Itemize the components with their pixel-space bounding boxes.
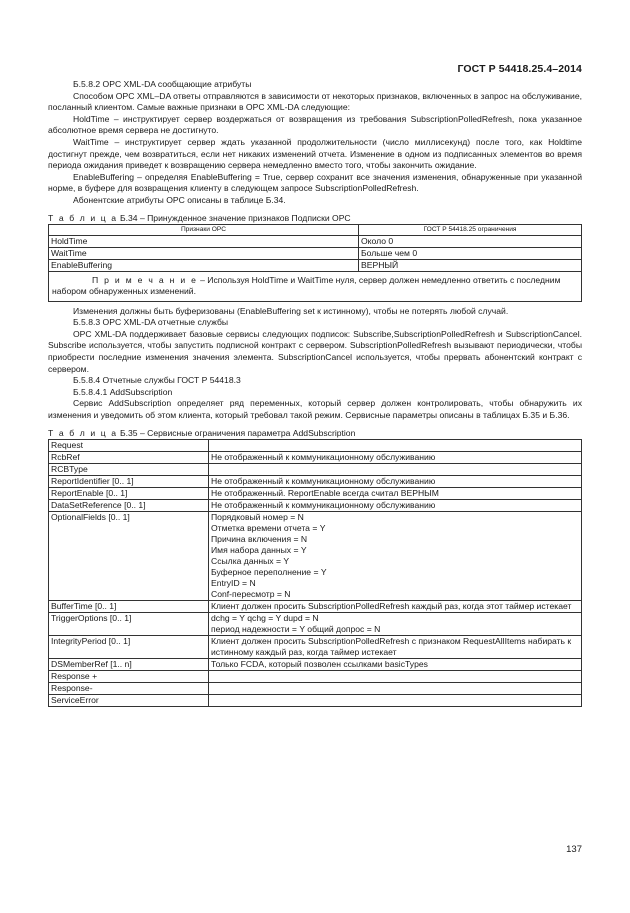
paragraph-enablebuffering: EnableBuffering – определяя EnableBuffering = True, сервер сохранит все значения изменения, обнаруженные при указанной норме, в буфере для возвращения клиенту в следующем запросе SubscriptionPolledRefresh.	[48, 171, 582, 194]
table-row	[49, 636, 582, 659]
param-name-cell: ReportIdentifier [0.. 1]	[49, 476, 209, 488]
constraint-line: Клиент должен просить SubscriptionPolledRefresh каждый раз, когда этот таймер истекает	[211, 601, 572, 612]
table-b34-caption-text: Б.34 – Принужденное значение признаков Подписки OPC	[119, 212, 351, 223]
param-name-cell: ReportEnable [0.. 1]	[49, 488, 209, 500]
table-header-cell: Признаки OPC	[49, 225, 359, 236]
table-row	[49, 476, 582, 488]
param-constraint-cell	[209, 671, 582, 683]
table-note-row	[49, 271, 582, 301]
param-name-cell: BufferTime [0.. 1]	[49, 601, 209, 613]
table-row	[49, 500, 582, 512]
table-row	[49, 695, 582, 707]
table-row	[49, 613, 582, 636]
constraint-line: Имя набора данных = Y	[211, 545, 307, 556]
table-b35-caption-text: Б.35 – Сервисные ограничения параметра AddSubscription	[119, 427, 356, 438]
param-constraint-cell	[209, 488, 582, 500]
constraint-line: Не отображенный к коммуникационному обслуживанию	[211, 476, 436, 487]
section-heading-b584: Б.5.8.4 Отчетные службы ГОСТ Р 54418.3	[73, 375, 241, 386]
param-constraint-cell	[209, 659, 582, 671]
constraint-line: EntryID = N	[211, 578, 256, 589]
param-constraint-cell	[209, 440, 582, 452]
param-constraint-cell	[209, 683, 582, 695]
table-b34	[48, 224, 582, 302]
table-row	[49, 488, 582, 500]
document-body	[48, 79, 582, 707]
table-row	[49, 512, 582, 601]
param-name-cell: Response +	[49, 671, 209, 683]
paragraph-intro: Способом OPC XML–DA ответы отправляются в зависимости от некоторых признаков, включенных в запрос на обслуживание, посланный клиентом. Самые важные признаки в OPC XML-DA следующие:	[48, 90, 582, 113]
param-constraint-cell	[209, 613, 582, 636]
param-constraint-cell	[209, 636, 582, 659]
constraint-line: Не отображенный к коммуникационному обслуживанию	[211, 452, 436, 463]
table-row	[49, 235, 582, 247]
param-constraint-cell	[209, 500, 582, 512]
constraint-line: Ссылка данных = Y	[211, 556, 290, 567]
table-row	[49, 440, 582, 452]
param-name-cell: ServiceError	[49, 695, 209, 707]
constraint-line: Только FCDA, который позволен ссылками basicTypes	[211, 659, 428, 670]
section-heading-b5841: Б.5.8.4.1 AddSubscription	[73, 386, 173, 397]
constraint-line: Conf-пересмотр = N	[211, 589, 291, 600]
constraint-line: Причина включения = N	[211, 534, 308, 545]
paragraph-attributes-ref: Абонентские атрибуты OPC описаны в таблице Б.34.	[73, 194, 286, 205]
param-name-cell: IntegrityPeriod [0.. 1]	[49, 636, 209, 659]
table-cell: WaitTime	[49, 247, 359, 259]
constraint-line: Порядковый номер = N	[211, 512, 304, 523]
param-constraint-cell	[209, 512, 582, 601]
param-name-cell: RcbRef	[49, 452, 209, 464]
paragraph-waittime: WaitTime – инструктирует сервер ждать указанной продолжительности (число миллисекунд) после того, как Holdtime достигнут прежде, чем возвратиться, если нет никаких изменений отчета. Изменение в одном из подписанных элементов во время периода ожидания приведет к возвращению сервера немедленно вместо того, чтобы закончить ожидание.	[48, 136, 582, 171]
param-name-cell: Request	[49, 440, 209, 452]
param-constraint-cell	[209, 452, 582, 464]
table-b35-caption-label: Т а б л и ц а	[48, 427, 118, 438]
param-name-cell: DataSetReference [0.. 1]	[49, 500, 209, 512]
table-b34-caption-label: Т а б л и ц а	[48, 212, 118, 223]
constraint-line: Буферное переполнение = Y	[211, 567, 327, 578]
section-heading-b582: Б.5.8.2 OPC XML-DA сообщающие атрибуты	[73, 79, 252, 89]
param-name-cell: Response-	[49, 683, 209, 695]
param-name-cell: DSMemberRef [1.. n]	[49, 659, 209, 671]
param-constraint-cell	[209, 476, 582, 488]
constraint-line: Не отображенный. ReportEnable всегда считал ВЕРНЫМ	[211, 488, 439, 499]
param-constraint-cell	[209, 464, 582, 476]
note-text: – Используя HoldTime и WaitTime нуля, сервер должен немедленно ответить с последним набором обнаруженных изменений.	[52, 274, 561, 297]
param-name-cell: RCBType	[49, 464, 209, 476]
table-cell: ВЕРНЫЙ	[359, 259, 582, 271]
paragraph-opc-services: OPC XML-DA поддерживает базовые сервисы следующих подписок: Subscribe,SubscriptionPolledRefresh и SubscriptionCancel. Subscribe используется, чтобы запустить подписной контракт с сервером. SubscriptionPolledRefresh вызывают периодически, чтобы приобрести последние изменения значения элемента. SubscriptionCancel используется, чтобы прервать абонентский контракт с сервером.	[48, 328, 582, 374]
constraint-line: Отметка времени отчета = Y	[211, 523, 326, 534]
table-row	[49, 671, 582, 683]
table-b34-caption	[48, 213, 582, 225]
note-label: П р и м е ч а н и е	[92, 274, 198, 285]
page-number: 137	[566, 844, 582, 855]
table-b35	[48, 439, 582, 707]
table-b35-caption	[48, 428, 582, 440]
table-row	[49, 259, 582, 271]
table-row	[49, 464, 582, 476]
paragraph-buffering: Изменения должны быть буферизованы (EnableBuffering set к истинному), чтобы не потерять любой случай.	[73, 305, 509, 316]
table-cell: HoldTime	[49, 235, 359, 247]
table-cell: Больше чем 0	[359, 247, 582, 259]
paragraph-holdtime: HoldTime – инструктирует сервер воздержаться от возвращения из требования SubscriptionPolledRefresh, пока указанное абсолютное время сервера не достигнуто.	[48, 113, 582, 136]
table-row	[49, 659, 582, 671]
table-cell: Около 0	[359, 235, 582, 247]
table-header-row	[49, 225, 582, 236]
param-name-cell: OptionalFields [0.. 1]	[49, 512, 209, 601]
section-heading-b583: Б.5.8.3 OPC XML-DA отчетные службы	[73, 317, 229, 328]
document-code: ГОСТ Р 54418.25.4–2014	[457, 63, 582, 75]
constraint-line: Клиент должен просить SubscriptionPolledRefresh с признаком RequestAllItems набирать к истинному каждый раз, когда таймер истекает	[211, 636, 572, 658]
param-constraint-cell	[209, 695, 582, 707]
table-row	[49, 452, 582, 464]
param-name-cell: TriggerOptions [0.. 1]	[49, 613, 209, 636]
table-row	[49, 683, 582, 695]
table-header-cell: ГОСТ Р 54418.25 ограничения	[359, 225, 582, 236]
paragraph-addsubscription: Сервис AddSubscription определяет ряд переменных, который сервер должен контролировать, чтобы обнаружить их изменения и уведомить об этом клиента, который требовал такой режим. Сервисные параметры описаны в таблицах Б.35 и Б.36.	[48, 398, 582, 420]
constraint-line: период надежности = Y общий допрос = N	[211, 624, 381, 635]
constraint-line: Не отображенный к коммуникационному обслуживанию	[211, 500, 436, 511]
table-row	[49, 247, 582, 259]
constraint-line: dchg = Y qchg = Y dupd = N	[211, 613, 319, 624]
table-cell: EnableBuffering	[49, 259, 359, 271]
table-row	[49, 601, 582, 613]
table-note	[49, 271, 582, 301]
param-constraint-cell	[209, 601, 582, 613]
